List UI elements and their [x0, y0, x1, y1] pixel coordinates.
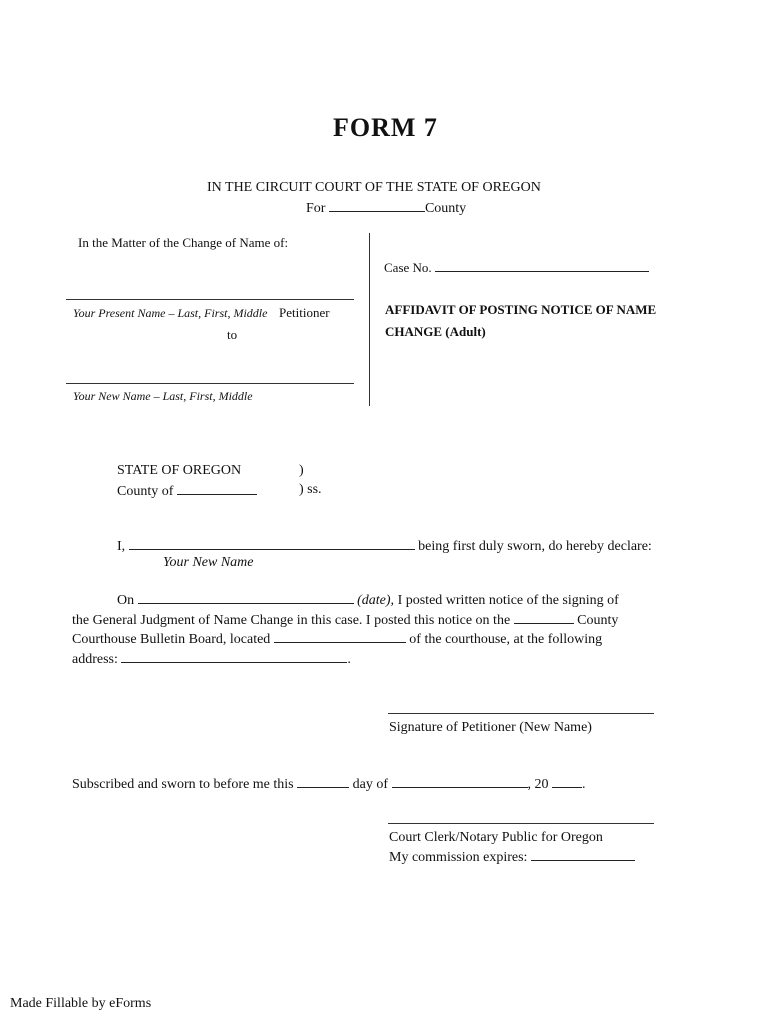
posting-date-input[interactable] — [138, 591, 354, 604]
posting-text-4: Courthouse Bulletin Board, located — [72, 632, 271, 647]
venue-paren-2: ) ss. — [299, 482, 322, 497]
matter-label: In the Matter of the Change of Name of: — [78, 235, 289, 250]
venue-county — [117, 482, 257, 500]
case-no-field — [384, 259, 649, 276]
new-name-label: Your New Name – Last, First, Middle — [73, 389, 253, 403]
sworn-day-input[interactable] — [297, 775, 349, 788]
posting-text-1: I posted written notice of the signing of — [397, 593, 619, 608]
declaration-prefix: I, — [117, 539, 126, 554]
sworn-text-3: , 20 — [527, 777, 549, 792]
posting-date-label: (date), — [357, 593, 395, 608]
case-no-label: Case No. — [384, 260, 432, 275]
posting-text-2: the General Judgment of Name Change in this case. I posted this notice on the — [72, 612, 511, 628]
posting-period: . — [347, 651, 351, 667]
new-name-caption: Your New Name — [163, 555, 254, 570]
county-line — [306, 199, 466, 217]
court-name: IN THE CIRCUIT COURT OF THE STATE OF OREGON — [207, 180, 541, 195]
sworn-year-input[interactable] — [552, 775, 582, 788]
notary-label: Court Clerk/Notary Public for Oregon — [389, 830, 603, 845]
form-title: FORM 7 — [333, 113, 438, 142]
venue-county-label: County of — [117, 484, 174, 499]
county-input[interactable] — [329, 199, 425, 212]
caption-divider — [369, 233, 370, 406]
signature-label: Signature of Petitioner (New Name) — [389, 720, 592, 735]
venue-county-input[interactable] — [177, 482, 257, 495]
sworn-line — [72, 775, 586, 793]
posting-address-input[interactable] — [121, 650, 347, 663]
commission-input[interactable] — [531, 848, 635, 861]
posting-paragraph — [72, 591, 672, 669]
affidavit-title-line2: CHANGE (Adult) — [385, 324, 486, 339]
posting-county-input[interactable] — [514, 611, 574, 624]
sworn-text-4: . — [582, 777, 586, 792]
case-no-input[interactable] — [435, 259, 649, 272]
county-label: County — [424, 201, 467, 216]
venue-paren-1: ) — [299, 463, 304, 478]
posting-text-5: of the courthouse, at the following — [409, 632, 603, 647]
declaration-suffix: being first duly sworn, do hereby declare: — [418, 539, 652, 554]
for-label: For — [306, 201, 326, 216]
posting-text-6: address: — [72, 651, 118, 667]
present-name-label: Your Present Name – Last, First, Middle — [73, 306, 268, 320]
commission-label: My commission expires: — [389, 850, 528, 865]
commission-line — [389, 848, 635, 866]
affidavit-title-line1: AFFIDAVIT OF POSTING NOTICE OF NAME — [385, 302, 657, 317]
posting-on: On — [117, 593, 135, 608]
posting-location-input[interactable] — [274, 630, 406, 643]
to-label: to — [227, 327, 238, 342]
venue-state: STATE OF OREGON — [117, 463, 242, 478]
present-name-input[interactable] — [66, 299, 354, 300]
petitioner-label: Petitioner — [279, 305, 330, 320]
new-name-input[interactable] — [66, 383, 354, 384]
declaration-line — [117, 537, 652, 555]
footer-eforms: Made Fillable by eForms — [10, 996, 152, 1011]
notary-signature-input[interactable] — [388, 823, 654, 824]
signature-input[interactable] — [388, 713, 654, 714]
sworn-text-2: day of — [352, 777, 389, 792]
sworn-month-input[interactable] — [392, 775, 528, 788]
sworn-text-1: Subscribed and sworn to before me this — [72, 777, 294, 792]
declarant-name-input[interactable] — [129, 537, 415, 550]
posting-text-3: County — [577, 612, 619, 628]
